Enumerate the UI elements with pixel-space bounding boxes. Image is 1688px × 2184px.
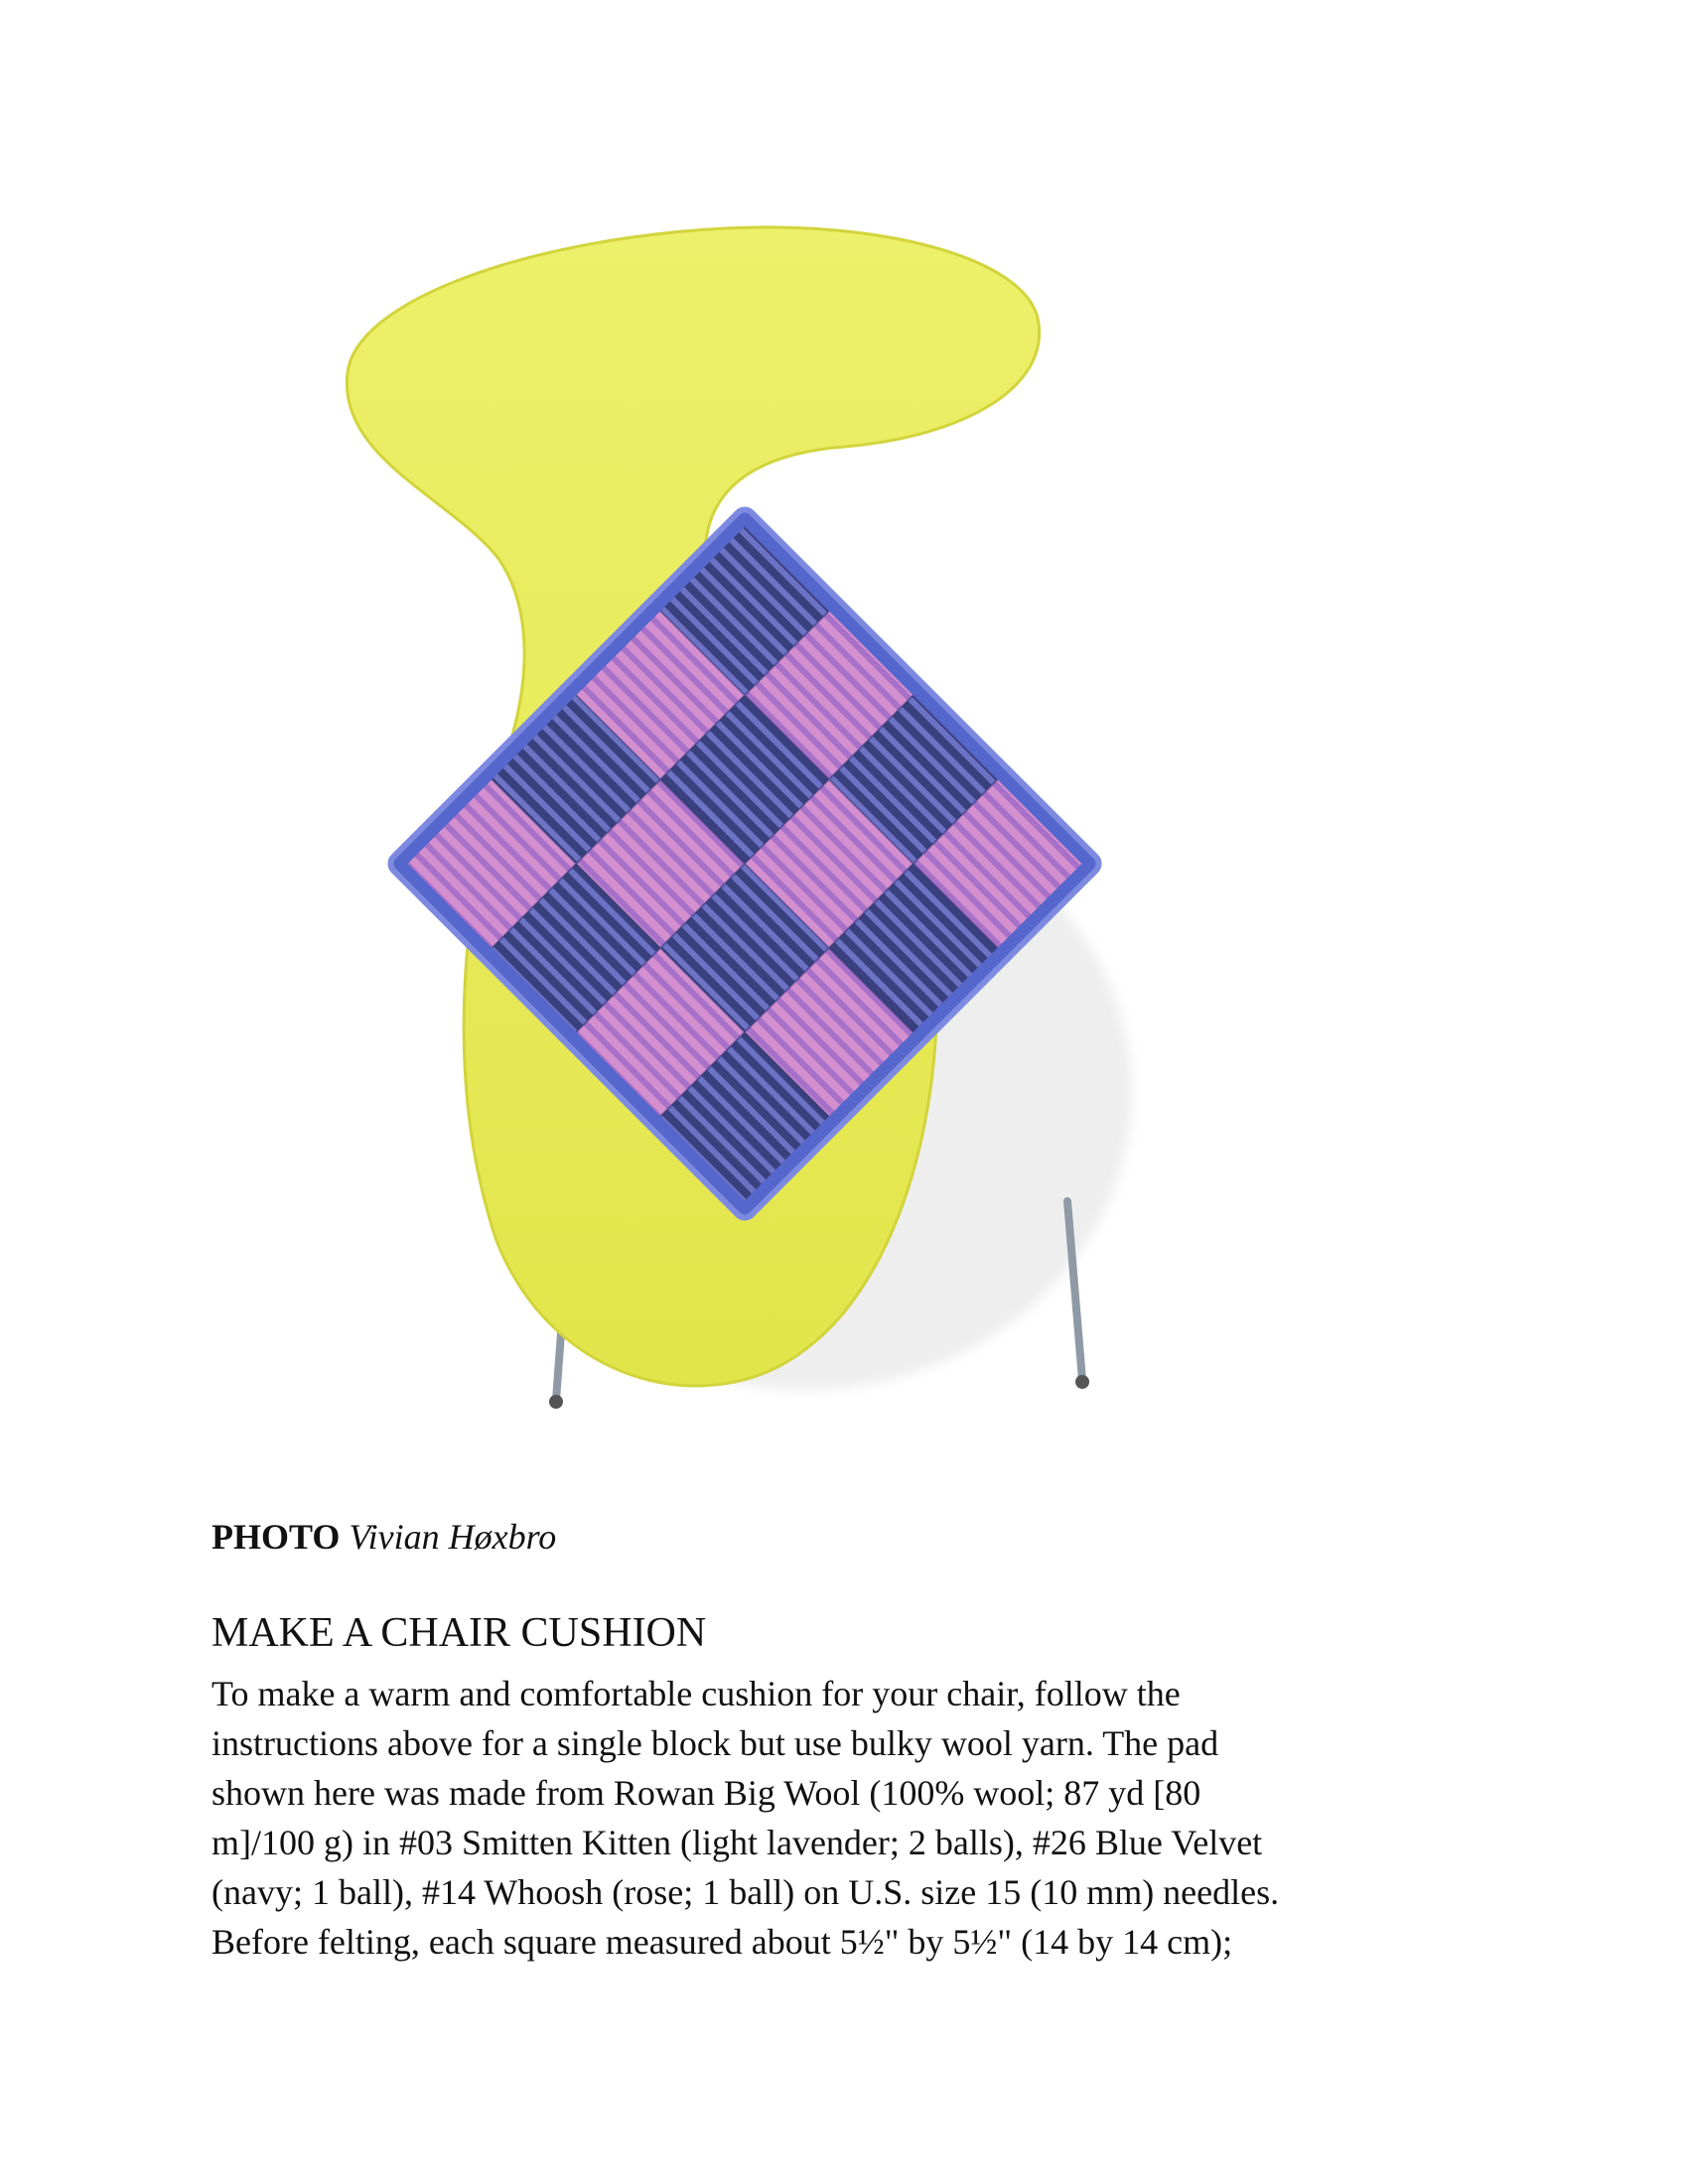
body-line: m]/100 g) in #03 Smitten Kitten (light lavender; 2 balls), #26 Blue Velvet [211, 1823, 1263, 1862]
body-line: Before felting, each square measured about 5½" by 5½" (14 by 14 cm); [211, 1922, 1233, 1962]
body-line: To make a warm and comfortable cushion for your chair, follow the [211, 1674, 1181, 1713]
article-body [211, 1669, 1502, 1967]
photo-credit-label: PHOTO [211, 1517, 341, 1557]
photographer-name: Vivian Høxbro [349, 1517, 557, 1557]
photo-credit [211, 1516, 556, 1558]
body-line: instructions above for a single block but use bulky wool yarn. The pad [211, 1723, 1219, 1763]
leg-foot-right [1075, 1375, 1089, 1389]
leg-foot-left [549, 1395, 563, 1409]
body-line: shown here was made from Rowan Big Wool (100% wool; 87 yd [80 [211, 1773, 1201, 1813]
chair-cushion-photo [328, 199, 1261, 1430]
article-heading: MAKE A CHAIR CUSHION [211, 1610, 707, 1656]
body-line: (navy; 1 ball), #14 Whoosh (rose; 1 ball) on U.S. size 15 (10 mm) needles. [211, 1872, 1280, 1912]
